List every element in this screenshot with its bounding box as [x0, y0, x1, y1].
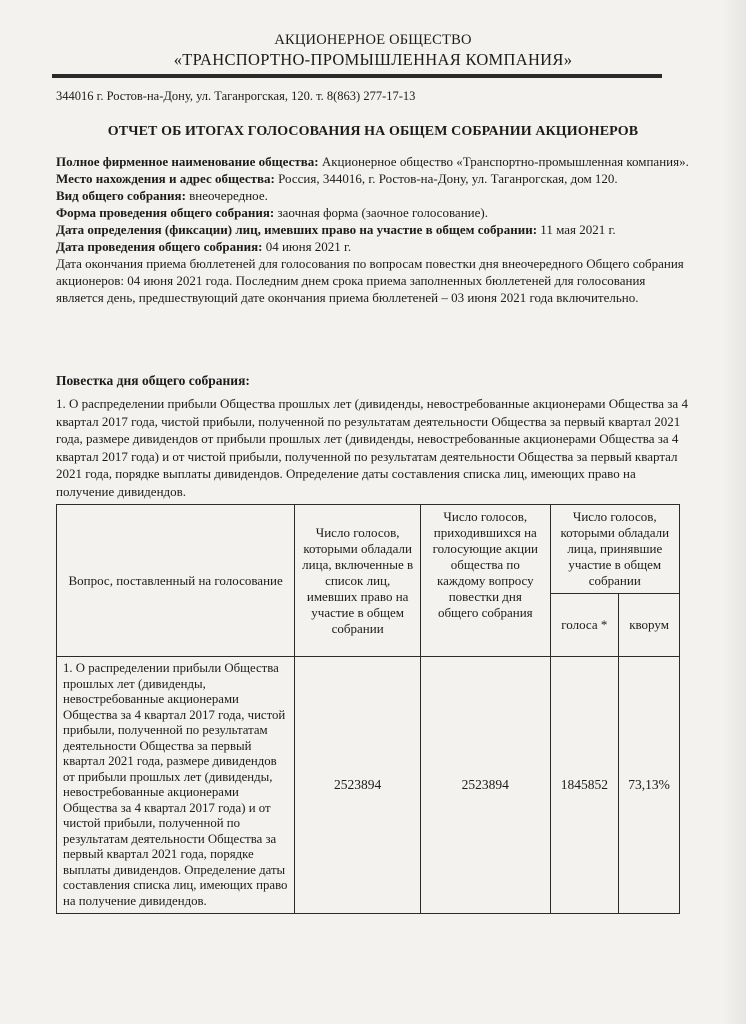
record-date-label: Дата определения (фиксации) лиц, имевших право на участие в общем собрании: — [56, 222, 538, 237]
company-name: «ТРАНСПОРТНО-ПРОМЫШЛЕННАЯ КОМПАНИЯ» — [173, 50, 573, 69]
record-date-value: 11 мая 2021 г. — [540, 222, 616, 237]
row-votes-entitled: 2523894 — [295, 657, 421, 914]
full-name-label: Полное фирменное наименование общества: — [56, 154, 319, 169]
header-question: Вопрос, поставленный на голосование — [57, 505, 295, 657]
meeting-date-value: 04 июня 2021 г. — [265, 239, 352, 254]
location-label: Место нахождения и адрес общества: — [56, 171, 275, 186]
company-address: 344016 г. Ростов-на-Дону, ул. Таганрогская, 120. т. 8(863) 277-17-13 — [56, 89, 416, 103]
header-votes: голоса * — [550, 594, 619, 657]
row-votes-per-share: 2523894 — [421, 657, 551, 914]
location-value: Россия, 344016, г. Ростов-на-Дону, ул. Таганрогская, дом 120. — [278, 171, 618, 186]
table-header-row — [57, 505, 680, 594]
row-quorum: 73,13% — [619, 657, 680, 914]
agenda-item-1: 1. О распределении прибыли Общества прошлых лет (дивиденды, невостребованные акционерами Общества за 4 квартал 2017 года, чистой прибыли, полученной по результатам деятельности Общества за первый квартал 2021 года, размере дивидендов от прибыли прошлых лет (дивиденды, невостребованные акционерами Общества за 4 квартал 2017 года) и от чистой прибыли, полученной по результатам деятельности Общества за первый квартал 2021 года, порядке выплаты дивидендов. Определение даты составления списка лиц, имеющих право на получение дивидендов. — [56, 396, 688, 499]
meeting-form-value: заочная форма (заочное голосование). — [277, 205, 488, 220]
meeting-type-line — [56, 187, 696, 204]
report-title: ОТЧЕТ ОБ ИТОГАХ ГОЛОСОВАНИЯ НА ОБЩЕМ СОБРАНИИ АКЦИОНЕРОВ — [107, 124, 639, 139]
header-quorum: кворум — [619, 594, 680, 657]
header-votes-per-share: Число голосов, приходившихся на голосующие акции общества по каждому вопросу повестки дня общего собрания — [421, 505, 551, 657]
header-votes-entitled: Число голосов, которыми обладали лица, включенные в список лиц, имевших право на участие в общем собрании — [295, 505, 421, 657]
full-name-value: Акционерное общество «Транспортно-промышленная компания». — [321, 154, 689, 169]
meeting-form-label: Форма проведения общего собрания: — [56, 205, 275, 220]
meeting-date-label: Дата проведения общего собрания: — [56, 239, 263, 254]
row-votes: 1845852 — [550, 657, 619, 914]
header-votes-participated: Число голосов, которыми обладали лица, принявшие участие в общем собрании — [550, 505, 679, 594]
table-row — [57, 657, 680, 914]
location-line — [56, 170, 696, 187]
meeting-type-label: Вид общего собрания: — [56, 188, 186, 203]
record-date-line — [56, 221, 696, 238]
meeting-date-line — [56, 238, 696, 255]
meeting-form-line — [56, 204, 696, 221]
scan-edge-shadow — [722, 0, 746, 1024]
ballot-note: Дата окончания приема бюллетеней для голосования по вопросам повестки дня внеочередного Общего собрания акционеров: 04 июня 2021 года. Последним днем срока приема заполненных бюллетеней для голосования является день, предшествующий дате окончания приема бюллетеней – 03 июня 2021 года включительно. — [56, 256, 684, 305]
header-divider — [52, 74, 662, 78]
meeting-type-value: внеочередное. — [189, 188, 268, 203]
agenda-title: Повестка дня общего собрания: — [56, 373, 250, 388]
row-question: 1. О распределении прибыли Общества прошлых лет (дивиденды, невостребованные акционерами Общества за 4 квартал 2017 года, чистой прибыли, полученной по результатам деятельности Общества за первый квартал 2021 года, размере дивидендов от прибыли прошлых лет (дивиденды, невостребованные акционерами Общества за 4 квартал 2017 года) и от чистой прибыли, полученной по результатам деятельности Общества за первый квартал 2021 года, порядке выплаты дивидендов. Определение даты составления списка лиц, имеющих право на получение дивидендов. — [57, 657, 295, 914]
voting-results-table — [56, 504, 680, 914]
meeting-info — [56, 153, 696, 306]
company-type: АКЦИОНЕРНОЕ ОБЩЕСТВО — [274, 32, 472, 48]
full-name-line — [56, 153, 696, 170]
